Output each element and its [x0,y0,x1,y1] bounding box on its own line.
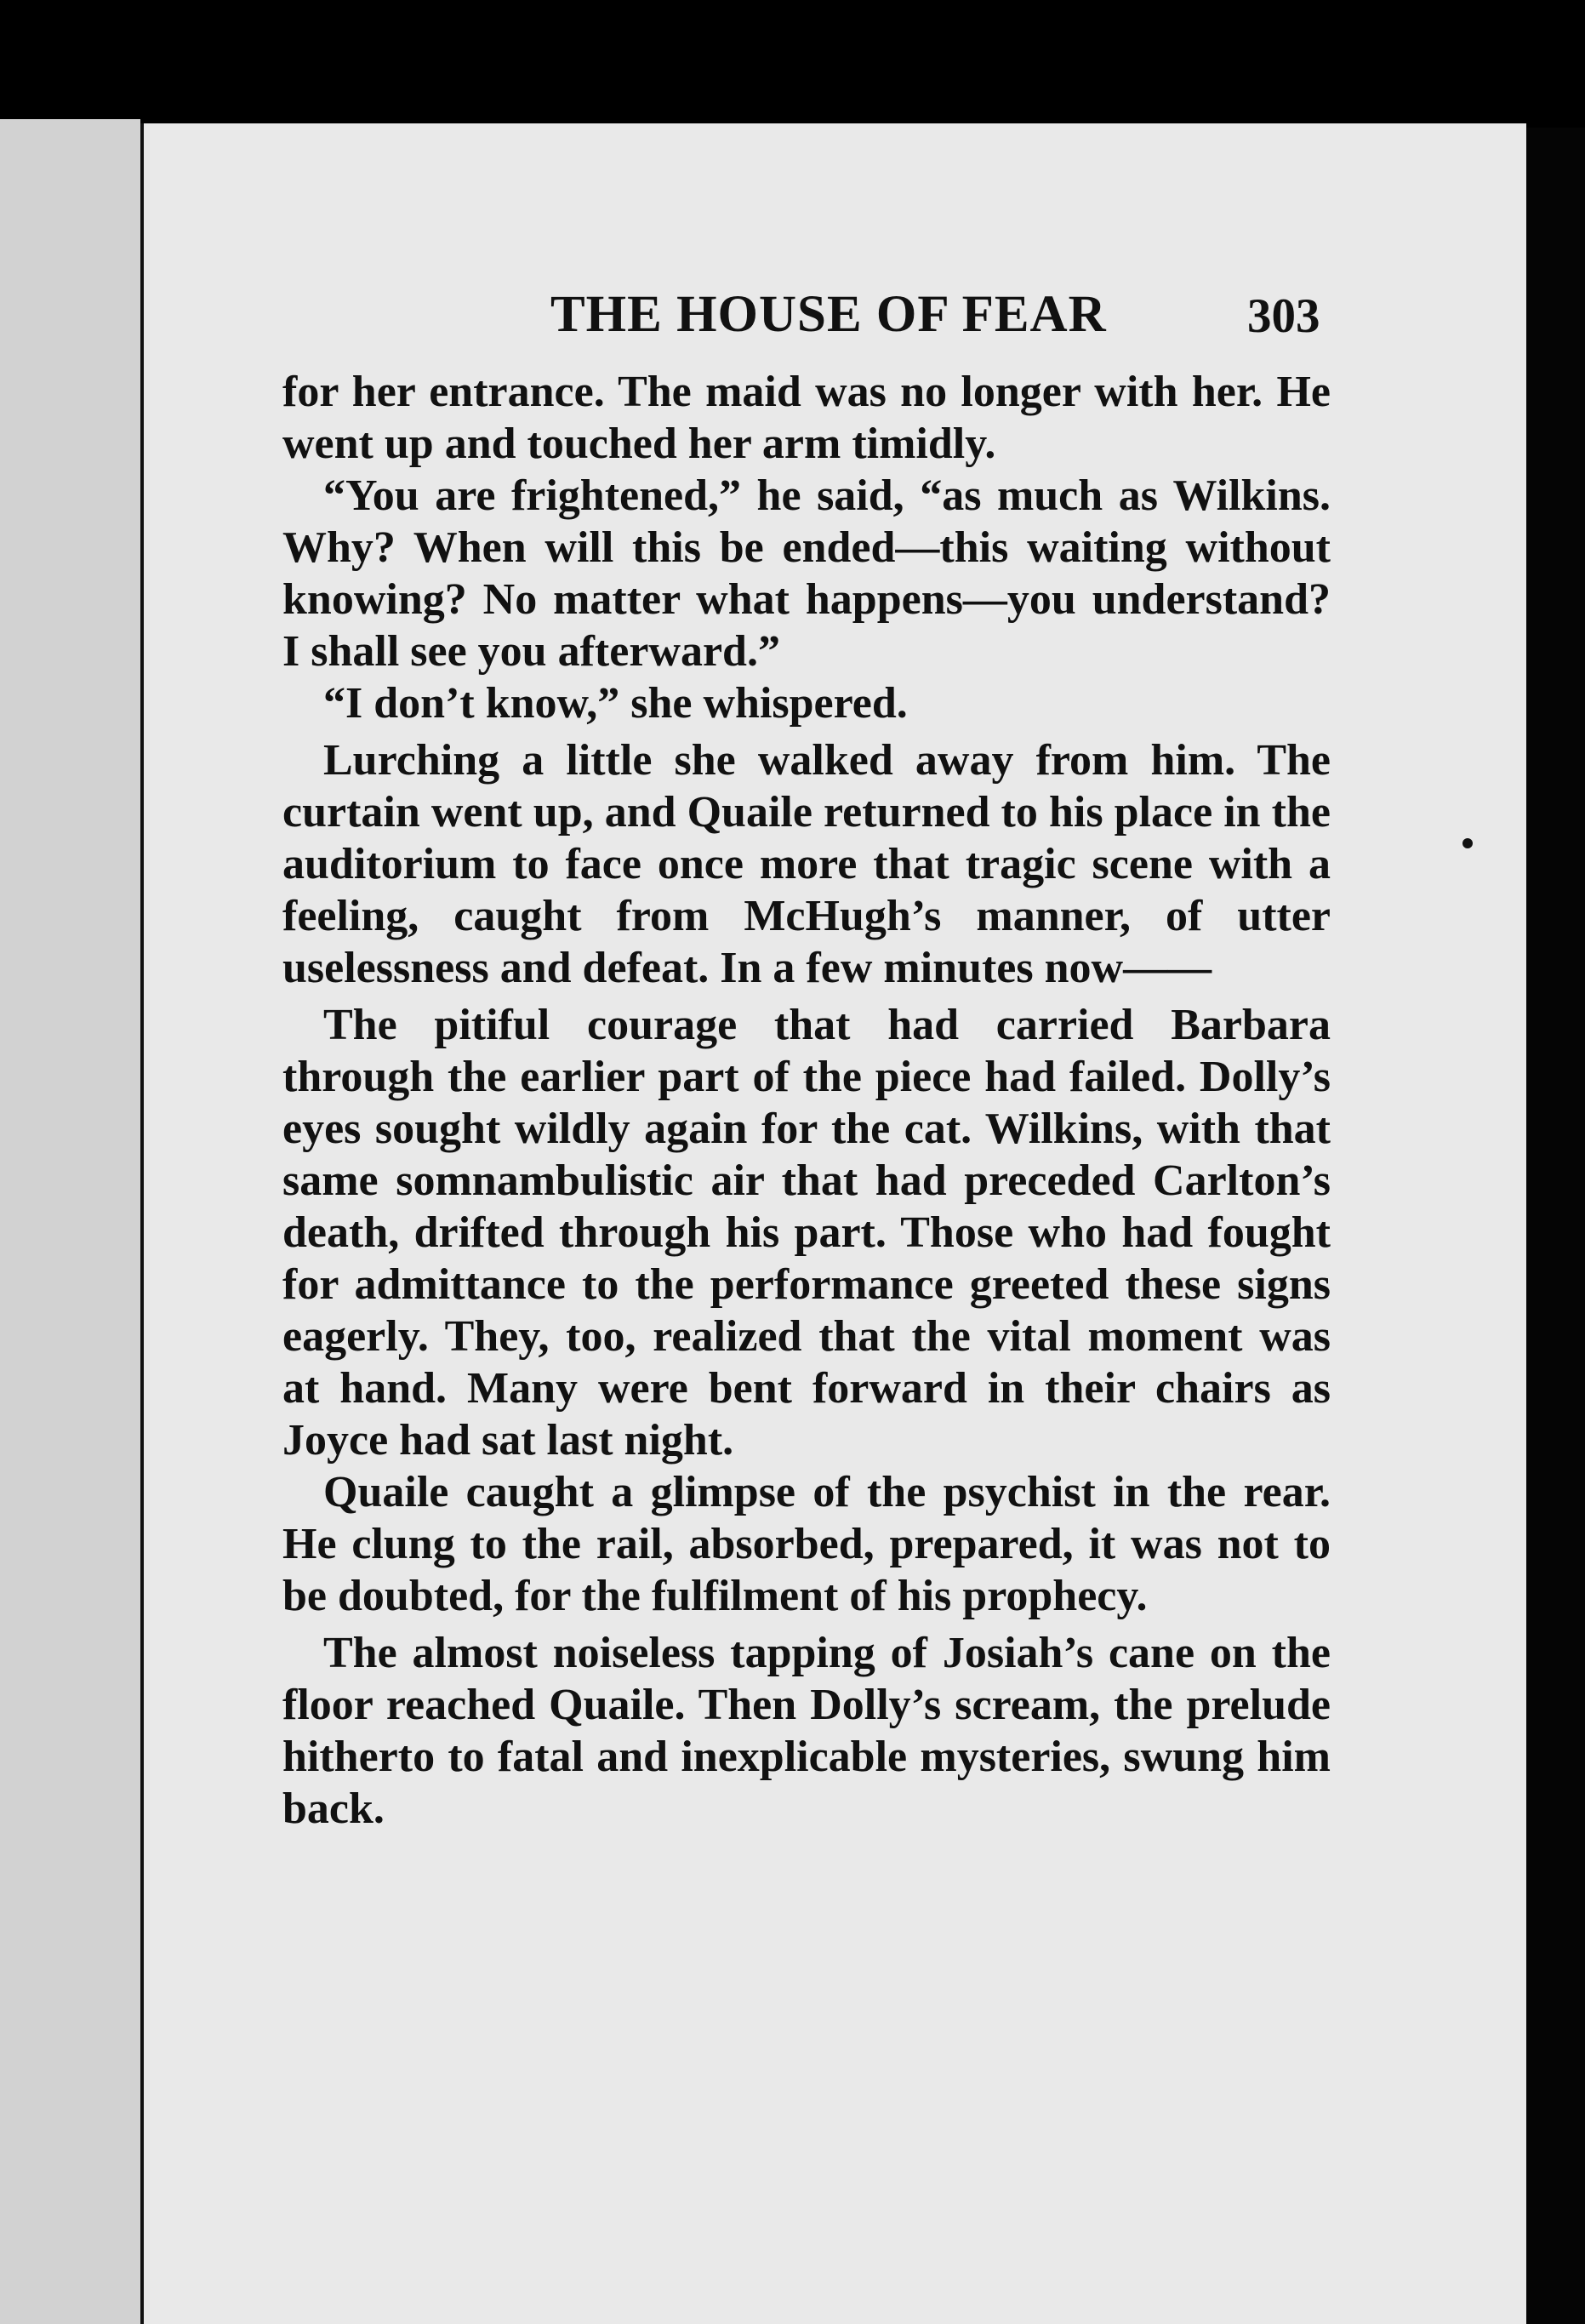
running-head: THE HOUSE OF FEAR [550,286,1107,343]
page-header [144,285,1526,362]
paragraph: “I don’t know,” she whispered. [323,679,908,728]
paragraph: for her entrance. The maid was no longer with her. He went up and touched her arm timidly. [282,368,1331,468]
book-page [140,123,1526,2324]
paragraph: Lurching a little she walked away from him. The curtain went up, and Quaile returned to his place in the auditorium to face once more that tragic scene with a feeling, caught from McHugh’s manner, of utter uselessness and defeat. In a few minutes now—— [282,736,1331,992]
scan-left-margin [0,119,140,2324]
body-text [282,366,1331,1835]
paragraph: The pitiful courage that had carried Barbara through the earlier part of the piece had failed. Dolly’s eyes sought wildly again for the cat. Wilkins, with that same somnambulistic air that had preceded Carlton’s death, drifted through his part. Those who had fought for admittance to the performance greeted these signs eagerly. They, too, realized that the vital moment was at hand. Many were bent forward in their chairs as Joyce had sat last night. [282,1001,1331,1465]
scan-right-shadow [1523,128,1585,2324]
ink-speck [1462,838,1473,848]
page-number: 303 [1247,289,1320,343]
paragraph: Quaile caught a glimpse of the psychist in the rear. He clung to the rail, absorbed, prepared, it was not to be doubted, for the fulfilment of his prophecy. [282,1468,1331,1620]
paragraph: “You are frightened,” he said, “as much as Wilkins. Why? When will this be ended—this waiting without knowing? No matter what happens—you understand? I shall see you afterward.” [282,471,1331,676]
paragraph: The almost noiseless tapping of Josiah’s cane on the floor reached Quaile. Then Dolly’s scream, the prelude hitherto to fatal and inexplicable mysteries, swung him back. [282,1629,1331,1833]
